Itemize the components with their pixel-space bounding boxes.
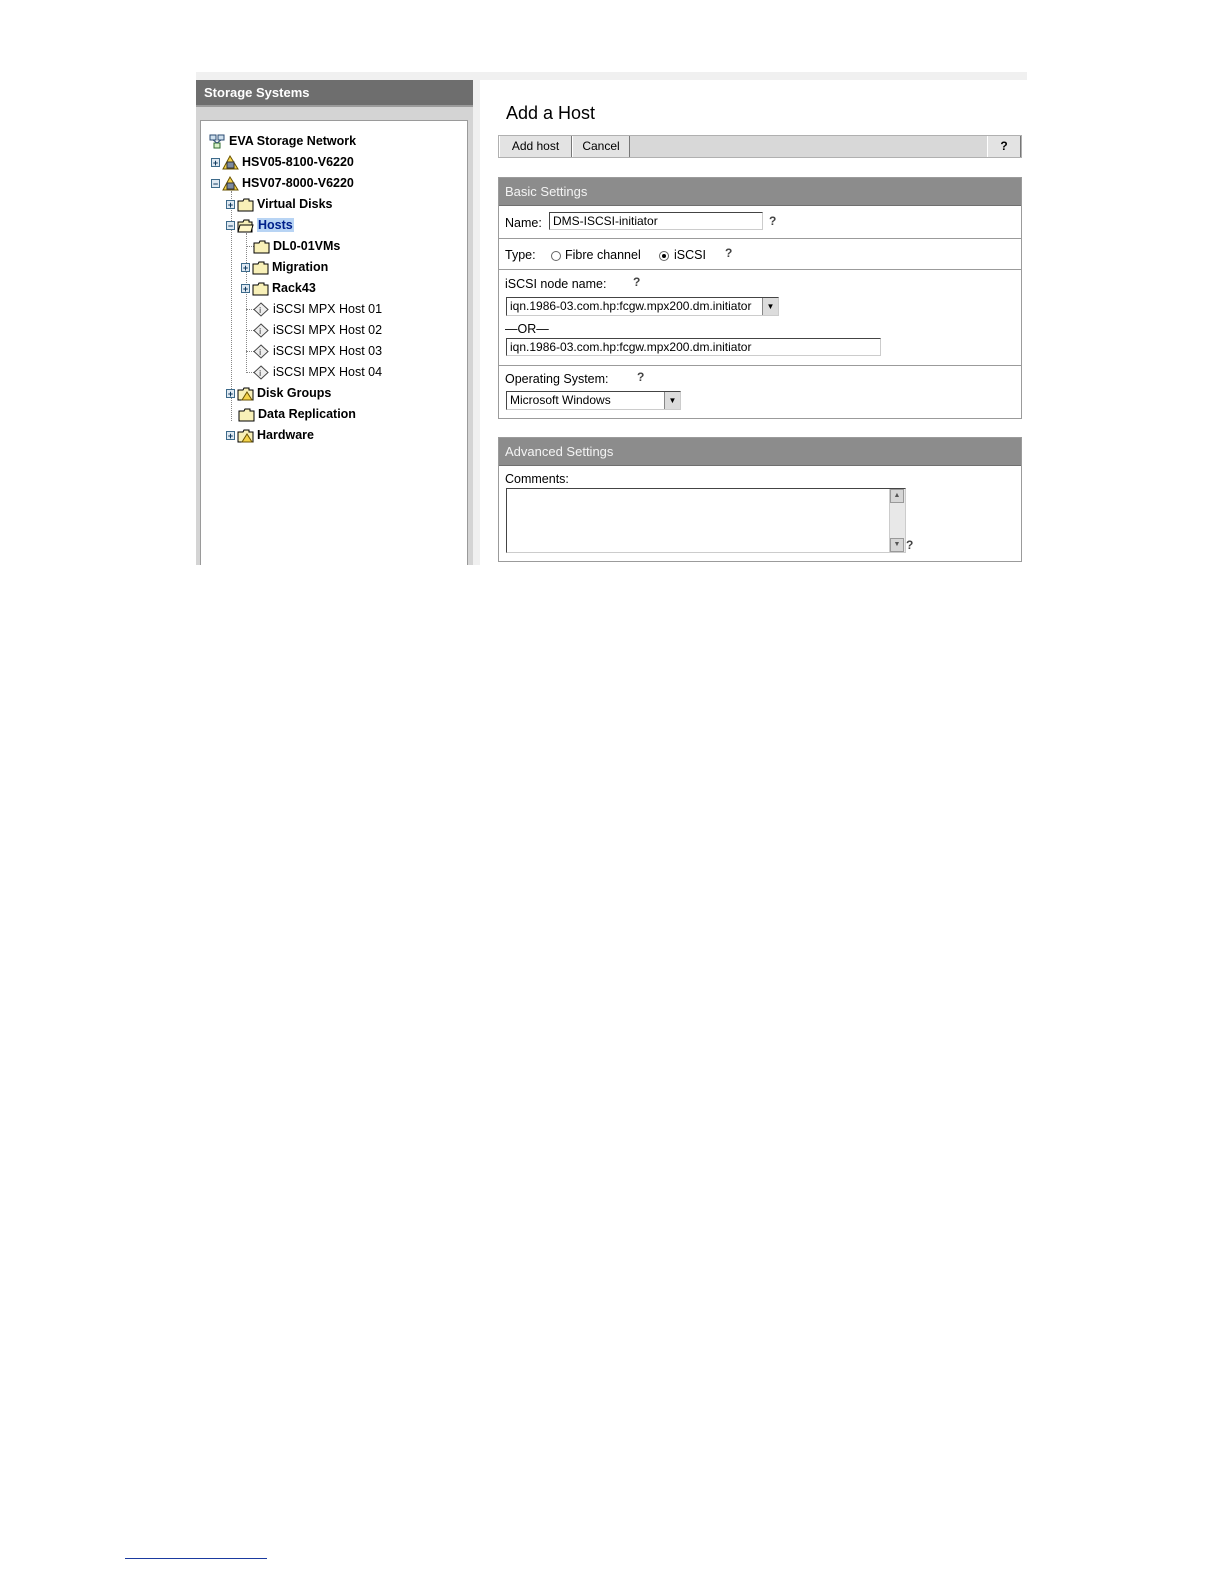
action-toolbar <box>498 135 1022 158</box>
host-icon <box>253 302 270 317</box>
application-window <box>196 72 1027 565</box>
tree-node-label: Data Replication <box>258 407 356 421</box>
os-select[interactable] <box>506 391 681 410</box>
tree-node-data-replication[interactable] <box>238 404 356 424</box>
tree-node-label: iSCSI MPX Host 02 <box>273 323 383 337</box>
tree-node-label: iSCSI MPX Host 04 <box>273 365 383 379</box>
folder-icon <box>253 239 270 254</box>
folder-warning-icon <box>237 386 254 401</box>
iscsi-node-label: iSCSI node name: <box>505 277 607 291</box>
comments-textarea[interactable] <box>506 488 906 553</box>
folder-icon <box>252 260 269 275</box>
tree-node-dl0-01vms[interactable] <box>253 236 340 256</box>
tree-node-hsv07[interactable] <box>211 173 354 193</box>
tree-node-hardware[interactable] <box>226 425 314 445</box>
footnote-separator <box>125 1558 267 1559</box>
tree-node-virtual-disks[interactable] <box>226 194 333 214</box>
tree-node-disk-groups[interactable] <box>226 383 331 403</box>
add-host-button[interactable]: Add host <box>499 136 572 157</box>
help-icon[interactable]: ? <box>633 275 641 289</box>
iscsi-node-select[interactable] <box>506 297 779 316</box>
type-label: Type: <box>505 248 536 262</box>
iscsi-node-input[interactable]: iqn.1986-03.com.hp:fcgw.mpx200.dm.initiator <box>506 338 881 356</box>
network-icon <box>209 134 226 149</box>
radio-checked-icon <box>659 251 669 261</box>
expand-icon[interactable]: + <box>242 262 249 273</box>
chevron-down-icon[interactable]: ▼ <box>762 298 778 315</box>
name-row <box>499 205 1021 238</box>
tree-node-iscsi-host-03[interactable] <box>253 341 382 361</box>
tree-node-rack43[interactable] <box>241 278 316 298</box>
host-icon <box>253 323 270 338</box>
scroll-down-icon[interactable]: ▼ <box>890 538 904 552</box>
tree-node-migration[interactable] <box>241 257 328 277</box>
svg-text:i: i <box>259 347 262 357</box>
expand-icon[interactable]: + <box>227 199 234 210</box>
tree-node-label: EVA Storage Network <box>229 134 357 148</box>
expand-icon[interactable]: + <box>212 157 219 168</box>
tree-node-label: DL0-01VMs <box>273 239 341 253</box>
tree-node-label: Disk Groups <box>257 386 332 400</box>
comments-label: Comments: <box>505 472 569 486</box>
storage-system-warning-icon <box>222 176 239 191</box>
tree-node-label: Migration <box>272 260 329 274</box>
cancel-button[interactable]: Cancel <box>572 136 630 157</box>
iscsi-node-row <box>499 269 1021 366</box>
folder-icon <box>252 281 269 296</box>
or-label: —OR— <box>505 322 549 336</box>
tree-node-iscsi-host-04[interactable] <box>253 362 382 382</box>
tree-node-label: Hardware <box>257 428 314 442</box>
help-icon[interactable]: ? <box>725 246 733 260</box>
svg-text:i: i <box>259 368 262 378</box>
tree-node-hsv05[interactable] <box>211 152 354 172</box>
type-row <box>499 238 1021 270</box>
tree-node-label: Rack43 <box>272 281 316 295</box>
expand-icon[interactable]: + <box>227 430 234 441</box>
page-title: Add a Host <box>506 103 596 123</box>
os-row <box>499 365 1021 419</box>
help-icon[interactable]: ? <box>906 538 914 552</box>
advanced-settings-panel <box>498 437 1022 562</box>
storage-tree <box>200 120 468 565</box>
svg-text:i: i <box>259 326 262 336</box>
help-icon[interactable]: ? <box>637 370 645 384</box>
tree-node-label: iSCSI MPX Host 01 <box>273 302 383 316</box>
tree-node-hosts[interactable] <box>226 215 294 235</box>
tree-connector <box>246 233 247 373</box>
comments-scrollbar[interactable] <box>889 489 905 552</box>
collapse-icon[interactable]: − <box>227 220 234 231</box>
radio-unchecked-icon <box>551 251 561 261</box>
content-pane <box>480 80 1027 565</box>
folder-open-icon <box>237 218 254 233</box>
tree-node-iscsi-host-02[interactable] <box>253 320 382 340</box>
tree-node-iscsi-host-01[interactable] <box>253 299 382 319</box>
folder-icon <box>237 197 254 212</box>
chevron-down-icon[interactable]: ▼ <box>664 392 680 409</box>
advanced-settings-header: Advanced Settings <box>499 438 1021 466</box>
tree-node-eva-storage-network[interactable] <box>209 131 356 151</box>
tree-node-label-selected: Hosts <box>258 218 293 232</box>
tree-node-label: HSV05-8100-V6220 <box>242 155 354 169</box>
host-icon <box>253 365 270 380</box>
fibre-channel-label[interactable]: Fibre channel <box>565 248 641 262</box>
name-label: Name: <box>505 216 542 230</box>
os-label: Operating System: <box>505 372 609 386</box>
scroll-up-icon[interactable]: ▲ <box>890 489 904 503</box>
svg-text:i: i <box>259 305 262 315</box>
expand-icon[interactable]: + <box>242 283 249 294</box>
basic-settings-header: Basic Settings <box>499 178 1021 206</box>
tree-node-label: iSCSI MPX Host 03 <box>273 344 383 358</box>
help-icon[interactable]: ? <box>769 214 777 228</box>
expand-icon[interactable]: + <box>227 388 234 399</box>
host-icon <box>253 344 270 359</box>
folder-warning-icon <box>237 428 254 443</box>
name-input[interactable]: DMS-ISCSI-initiator <box>549 212 763 230</box>
basic-settings-panel <box>498 177 1022 419</box>
collapse-icon[interactable]: − <box>212 178 219 189</box>
navigation-pane <box>196 80 473 565</box>
iscsi-label[interactable]: iSCSI <box>674 248 706 262</box>
tree-node-label: HSV07-8000-V6220 <box>242 176 354 190</box>
iscsi-node-select-value: iqn.1986-03.com.hp:fcgw.mpx200.dm.initiator <box>510 299 752 313</box>
tree-node-label: Virtual Disks <box>257 197 333 211</box>
os-select-value: Microsoft Windows <box>510 393 611 407</box>
folder-icon <box>238 407 255 422</box>
navigation-pane-title: Storage Systems <box>196 80 473 105</box>
iscsi-radio[interactable] <box>659 247 669 265</box>
help-button[interactable]: ? <box>987 136 1021 157</box>
fibre-channel-radio[interactable] <box>551 247 561 265</box>
storage-system-warning-icon <box>222 155 239 170</box>
